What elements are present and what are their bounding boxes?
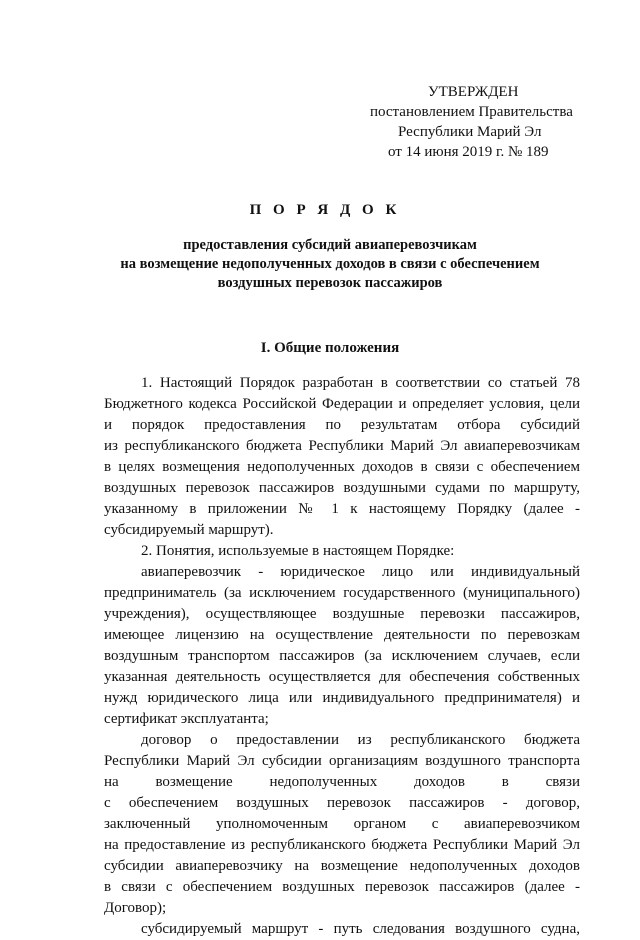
text-line: субсидируемый маршрут - путь следования воздушного судна, <box>141 921 580 937</box>
subtitle-line: воздушных перевозок пассажиров <box>217 275 443 291</box>
document-subtitle <box>100 236 560 293</box>
text-line: воздушных перевозок пассажиров воздушными судами по маршруту, <box>104 480 580 496</box>
text-line: Республики Марий Эл субсидии организациям воздушного транспорта <box>104 753 580 769</box>
text-line: на возмещение недополученных доходов в связи <box>104 774 580 790</box>
subtitle-line: предоставления субсидий авиаперевозчикам <box>183 237 477 253</box>
text-line: 1. Настоящий Порядок разработан в соответствии со статьей 78 <box>141 375 580 391</box>
text-line: указанная деятельность осуществляется для обеспечения собственных <box>104 669 580 685</box>
text-line: с обеспечением воздушных перевозок пассажиров - договор, <box>104 795 580 811</box>
text-line: и порядок предоставления по результатам отбора субсидий <box>104 417 580 433</box>
text-line: предприниматель (за исключением государственного (муниципального) <box>104 585 580 601</box>
text-line: авиаперевозчик - юридическое лицо или индивидуальный <box>141 564 580 580</box>
approval-block <box>360 82 610 162</box>
text-line: указанному в приложении № 1 к настоящему Порядку (далее - <box>104 501 580 517</box>
text-line: сертификат эксплуатанта; <box>104 711 269 727</box>
text-line: договор о предоставлении из республиканского бюджета <box>141 732 580 748</box>
text-line: воздушным транспортом пассажиров (за исключением случаев, если <box>104 648 580 664</box>
text-line: субсидируемый маршрут). <box>104 522 274 538</box>
text-line: Бюджетного кодекса Российской Федерации и определяет условия, цели <box>104 396 580 412</box>
text-line: нужд юридического лица или индивидуального предпринимателя) и <box>104 690 580 706</box>
text-line: в целях возмещения недополученных доходов в связи с обеспечением <box>104 459 580 475</box>
approval-republic-line: Республики Марий Эл <box>398 124 542 140</box>
text-line: из республиканского бюджета Республики Марий Эл авиаперевозчикам <box>104 438 580 454</box>
text-line: субсидии авиаперевозчику на возмещение недополученных доходов <box>104 858 580 874</box>
body-text <box>104 373 580 940</box>
section-heading: I. Общие положения <box>260 340 400 356</box>
text-line: имеющее лицензию на осуществление деятельности по перевозкам <box>104 627 580 643</box>
text-line: в связи с обеспечением воздушных перевозок пассажиров (далее - <box>104 879 580 895</box>
subtitle-line: на возмещение недополученных доходов в связи с обеспечением <box>120 256 540 272</box>
text-line: заключенный уполномоченным органом с авиаперевозчиком <box>104 816 580 832</box>
approval-date-line: от 14 июня 2019 г. № 189 <box>388 144 549 160</box>
text-line: Договор); <box>104 900 167 916</box>
text-line: 2. Понятия, используемые в настоящем Порядке: <box>141 543 455 559</box>
text-line: учреждения), осуществляющее воздушные перевозки пассажиров, <box>104 606 580 622</box>
approval-title: УТВЕРЖДЕН <box>428 84 519 100</box>
text-line: на предоставление из республиканского бюджета Республики Марий Эл <box>104 837 580 853</box>
document-title: П О Р Я Д О К <box>249 202 401 218</box>
approval-decree-line: постановлением Правительства <box>370 104 573 120</box>
